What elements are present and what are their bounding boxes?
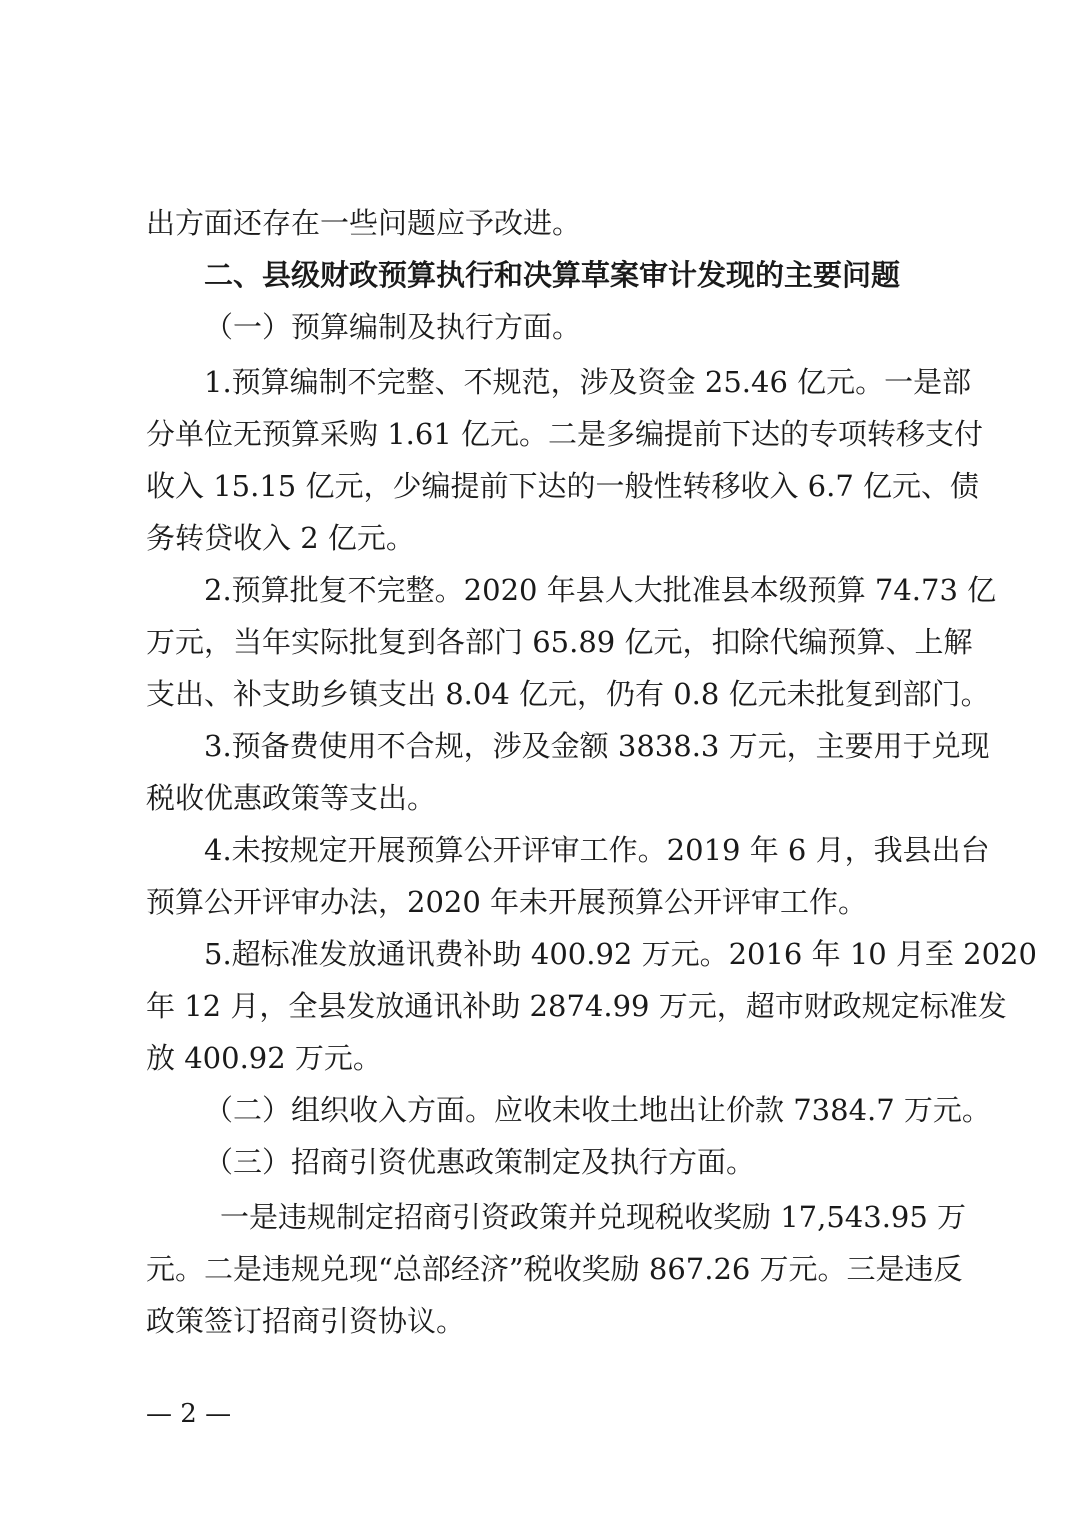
- page-number: — 2 —: [146, 1399, 232, 1429]
- subsection-heading: （三）招商引资优惠政策制定及执行方面。: [204, 1145, 756, 1179]
- paragraph-line: 政策签订招商引资协议。: [146, 1304, 466, 1338]
- paragraph-line: 年 12 月，全县发放通讯补助 2874.99 万元，超市财政规定标准发: [146, 989, 1007, 1023]
- section-heading: 二、县级财政预算执行和决算草案审计发现的主要问题: [204, 258, 901, 292]
- subsection-heading: （二）组织收入方面。应收未收土地出让价款 7384.7 万元。: [204, 1093, 991, 1127]
- paragraph-line: 5.超标准发放通讯费补助 400.92 万元。2016 年 10 月至 2020: [204, 937, 1037, 971]
- paragraph-line: 收入 15.15 亿元，少编提前下达的一般性转移收入 6.7 亿元、债: [146, 469, 980, 503]
- paragraph-line: 元。二是违规兑现“总部经济”税收奖励 867.26 万元。三是违反: [146, 1252, 963, 1286]
- paragraph-line: 放 400.92 万元。: [146, 1041, 382, 1075]
- paragraph-line: 分单位无预算采购 1.61 亿元。二是多编提前下达的专项转移支付: [146, 417, 984, 451]
- paragraph-line: 出方面还存在一些问题应予改进。: [146, 206, 582, 240]
- paragraph-line: 支出、补支助乡镇支出 8.04 亿元，仍有 0.8 亿元未批复到部门。: [146, 677, 990, 711]
- paragraph-line: 3.预备费使用不合规，涉及金额 3838.3 万元，主要用于兑现: [204, 729, 990, 763]
- paragraph-line: 万元，当年实际批复到各部门 65.89 亿元，扣除代编预算、上解: [146, 625, 973, 659]
- paragraph-line: 务转贷收入 2 亿元。: [146, 521, 415, 555]
- subsection-heading: （一）预算编制及执行方面。: [204, 310, 582, 344]
- paragraph-line: 2.预算批复不完整。2020 年县人大批准县本级预算 74.73 亿: [204, 573, 997, 607]
- paragraph-line: 1.预算编制不完整、不规范，涉及资金 25.46 亿元。一是部: [204, 365, 972, 399]
- paragraph-line: 4.未按规定开展预算公开评审工作。2019 年 6 月，我县出台: [204, 833, 990, 867]
- paragraph-line: 税收优惠政策等支出。: [146, 781, 437, 815]
- paragraph-line: 预算公开评审办法，2020 年未开展预算公开评审工作。: [146, 885, 868, 919]
- paragraph-line: 一是违规制定招商引资政策并兑现税收奖励 17,543.95 万: [220, 1200, 967, 1234]
